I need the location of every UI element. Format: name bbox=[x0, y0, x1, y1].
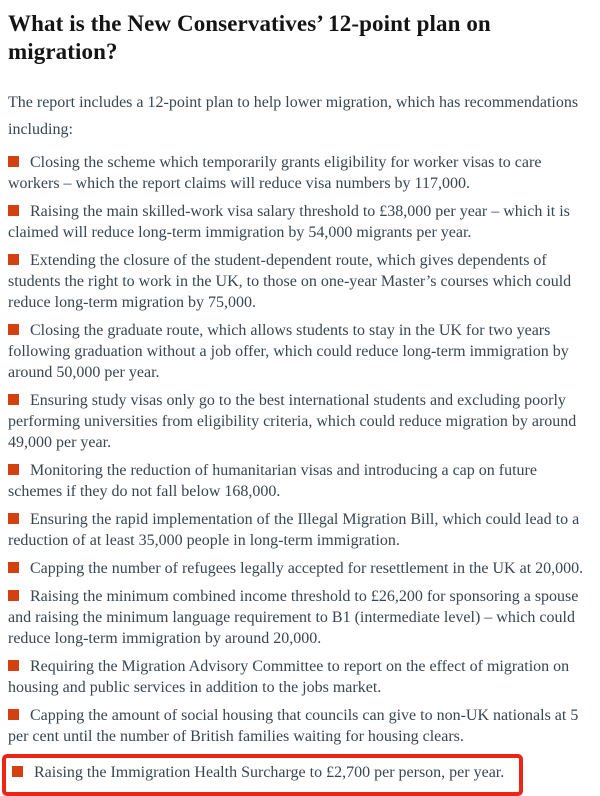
list-item bbox=[8, 152, 584, 194]
list-item bbox=[8, 586, 584, 649]
bullet-square-icon bbox=[8, 156, 19, 167]
page-title: What is the New Conservatives’ 12-point plan on migration? bbox=[8, 11, 491, 64]
list-item bbox=[8, 705, 584, 747]
list-item bbox=[8, 250, 584, 313]
list-item-text: Ensuring the rapid implementation of the Illegal Migration Bill, which could lead to a reduction of at least 35,000 people in long-term immigration. bbox=[8, 511, 580, 549]
bullet-square-icon bbox=[8, 464, 19, 475]
bullet-square-icon bbox=[8, 562, 19, 573]
bullet-square-icon bbox=[8, 513, 19, 524]
list-item-text: Closing the scheme which temporarily grants eligibility for worker visas to care workers – which the report claims will reduce visa numbers by 117,000. bbox=[8, 154, 542, 192]
list-item-text: Raising the minimum combined income threshold to £26,200 for sponsoring a spouse and raising the minimum language requirement to B1 (intermediate level) – which could reduce long-term immigration by around 20,000. bbox=[8, 588, 579, 647]
bullet-square-icon bbox=[8, 324, 19, 335]
list-item bbox=[8, 509, 584, 551]
bullet-square-icon bbox=[8, 590, 19, 601]
list-item bbox=[8, 558, 584, 579]
list-item-text: Capping the number of refugees legally accepted for resettlement in the UK at 20,000. bbox=[30, 560, 584, 577]
list-item-text: Extending the closure of the student-dependent route, which gives dependents of students the right to work in the UK, to those on one-year Master’s courses which could reduce long-term migration by 75,000. bbox=[8, 252, 572, 311]
list-item-highlighted bbox=[8, 754, 584, 796]
list-item bbox=[8, 320, 584, 383]
list-item-text: Raising the Immigration Health Surcharge to £2,700 per person, per year. bbox=[34, 764, 505, 781]
list-item bbox=[8, 460, 584, 502]
list-item-text: Closing the graduate route, which allows students to stay in the UK for two years following graduation without a job offer, which could reduce long-term immigration by around 50,000 per year. bbox=[8, 322, 569, 381]
list-item bbox=[8, 201, 584, 243]
bullet-square-icon bbox=[8, 709, 19, 720]
highlight-box bbox=[2, 754, 523, 796]
bullet-square-icon bbox=[8, 254, 19, 265]
bullet-square-icon bbox=[8, 205, 19, 216]
list-item-text: Ensuring study visas only go to the best international students and excluding poorly performing universities from eligibility criteria, which could reduce migration by around 49,000 per year. bbox=[8, 392, 577, 451]
intro-paragraph: The report includes a 12-point plan to help lower migration, which has recommendations including: bbox=[8, 94, 579, 138]
list-item bbox=[8, 656, 584, 698]
list-item-text: Capping the amount of social housing that councils can give to non-UK nationals at 5 per cent until the number of British families waiting for housing clears. bbox=[8, 707, 579, 745]
list-item-text: Raising the main skilled-work visa salary threshold to £38,000 per year – which it is claimed will reduce long-term immigration by 54,000 migrants per year. bbox=[8, 203, 570, 241]
plan-list bbox=[8, 152, 584, 796]
bullet-square-icon bbox=[8, 394, 19, 405]
list-item-text: Monitoring the reduction of humanitarian visas and introducing a cap on future schemes if they do not fall below 168,000. bbox=[8, 462, 537, 500]
list-item bbox=[8, 390, 584, 453]
list-item-text: Requiring the Migration Advisory Committee to report on the effect of migration on housing and public services in addition to the jobs market. bbox=[8, 658, 570, 696]
bullet-square-icon bbox=[8, 660, 19, 671]
bullet-square-icon bbox=[12, 766, 23, 777]
